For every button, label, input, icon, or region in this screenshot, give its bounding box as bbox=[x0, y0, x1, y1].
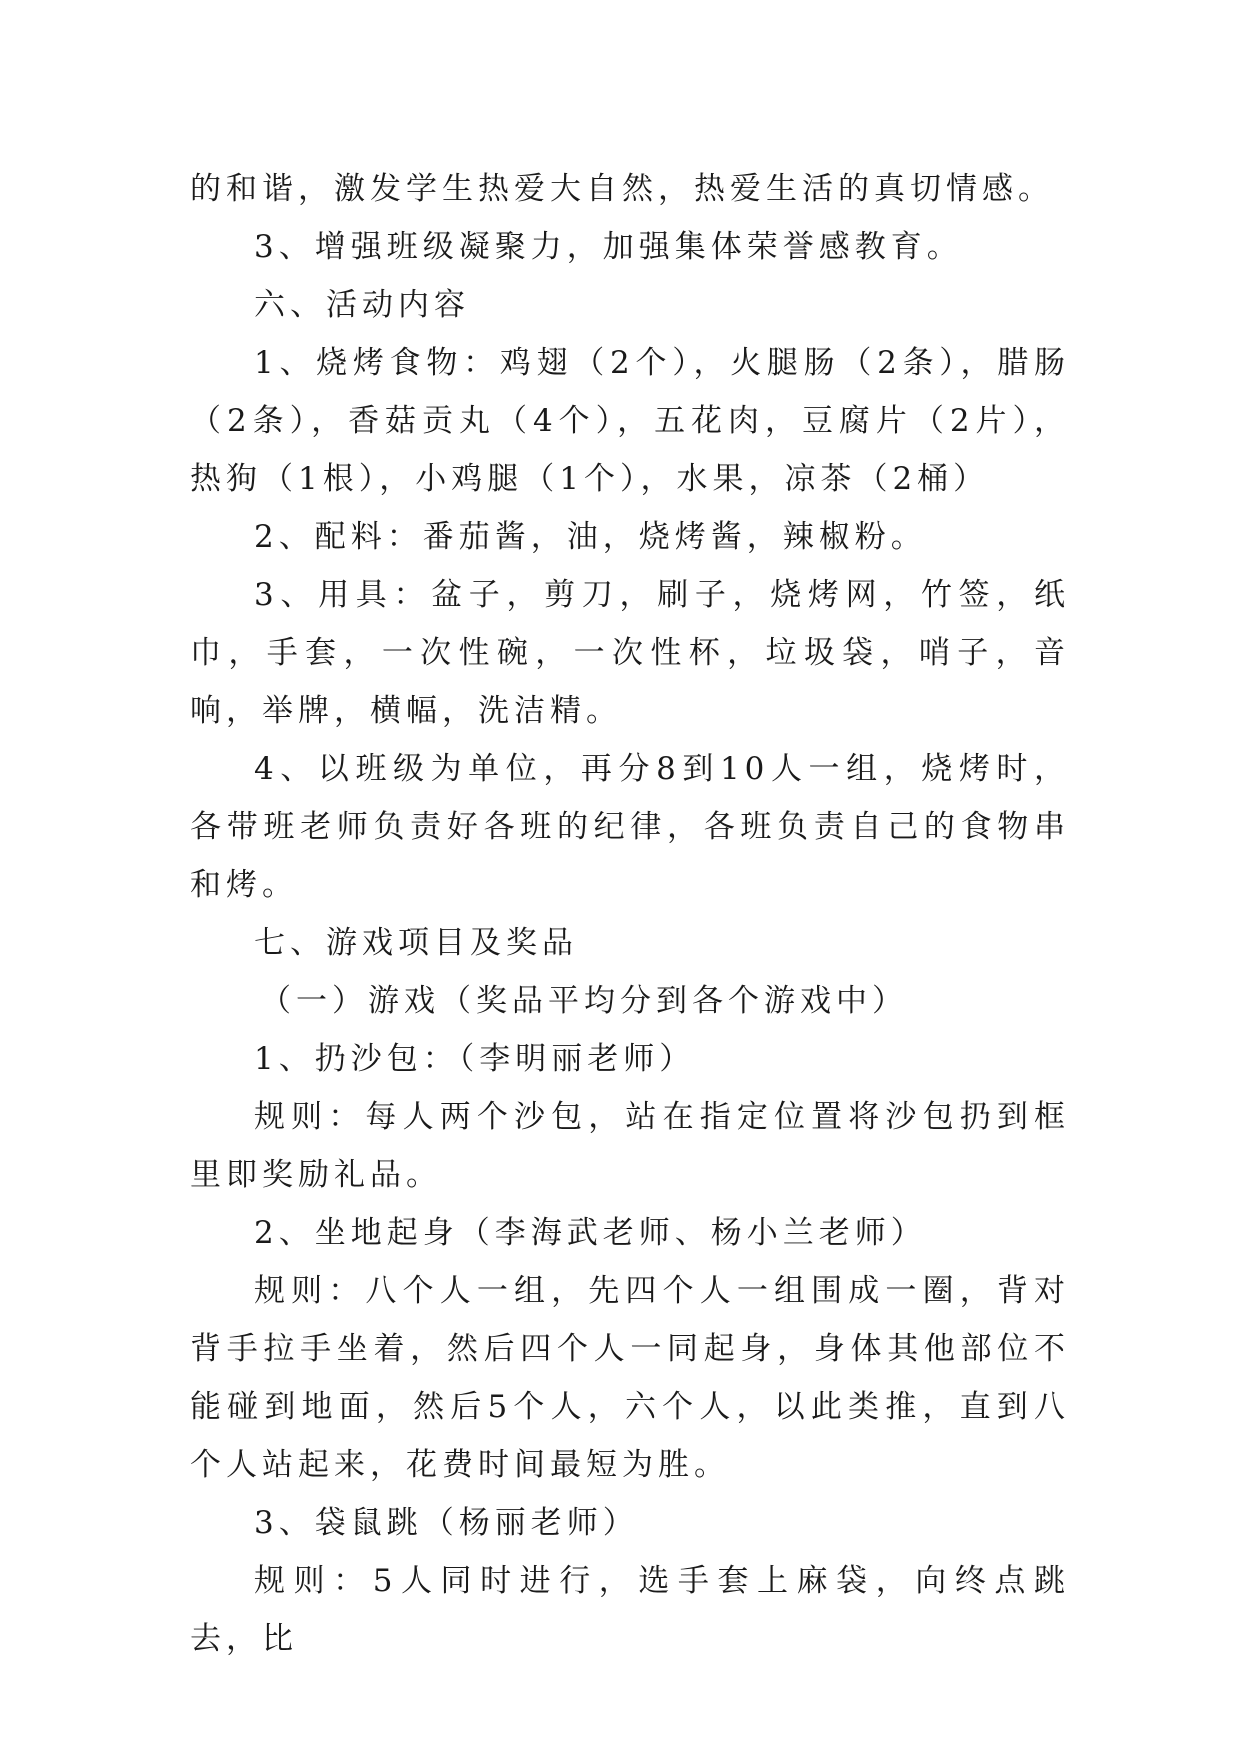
paragraph-continuation: 的和谐，激发学生热爱大自然，热爱生活的真切情感。 bbox=[190, 171, 1054, 207]
paragraph-bbq-food: 1、烧烤食物：鸡翅（2个），火腿肠（2条），腊肠（2条），香菇贡丸（4个），五花肉，豆腐片（2片），热狗（1根），小鸡腿（1个），水果，凉茶（2桶） bbox=[190, 345, 1070, 497]
paragraph-utensils: 3、用具：盆子，剪刀，刷子，烧烤网，竹签，纸巾，手套，一次性碗，一次性杯，垃圾袋，哨子，音响，举牌，横幅，洗洁精。 bbox=[190, 577, 1070, 729]
game-3-rules: 规则：5人同时进行，选手套上麻袋，向终点跳去，比 bbox=[190, 1563, 1070, 1657]
section-heading-activity-content: 六、活动内容 bbox=[254, 287, 470, 323]
game-2-title: 2、坐地起身（李海武老师、杨小兰老师） bbox=[254, 1215, 927, 1251]
game-2-rules: 规则：八个人一组，先四个人一组围成一圈，背对背手拉手坐着，然后四个人一同起身，身体其他部位不能碰到地面，然后5个人，六个人，以此类推，直到八个人站起来，花费时间最短为胜。 bbox=[190, 1273, 1070, 1483]
game-3-title: 3、袋鼠跳（杨丽老师） bbox=[254, 1505, 639, 1541]
paragraph-grouping: 4、以班级为单位，再分8到10人一组，烧烤时，各带班老师负责好各班的纪律，各班负责自己的食物串和烤。 bbox=[190, 751, 1070, 903]
paragraph-goal-3: 3、增强班级凝聚力，加强集体荣誉感教育。 bbox=[254, 229, 963, 265]
subsection-heading-games: （一）游戏（奖品平均分到各个游戏中） bbox=[260, 983, 908, 1019]
section-heading-games-prizes: 七、游戏项目及奖品 bbox=[254, 925, 578, 961]
game-1-title: 1、扔沙包：（李明丽老师） bbox=[254, 1041, 696, 1077]
document-body bbox=[190, 160, 1070, 1668]
game-1-rules: 规则：每人两个沙包，站在指定位置将沙包扔到框里即奖励礼品。 bbox=[190, 1099, 1070, 1193]
paragraph-ingredients: 2、配料：番茄酱，油，烧烤酱，辣椒粉。 bbox=[254, 519, 927, 555]
